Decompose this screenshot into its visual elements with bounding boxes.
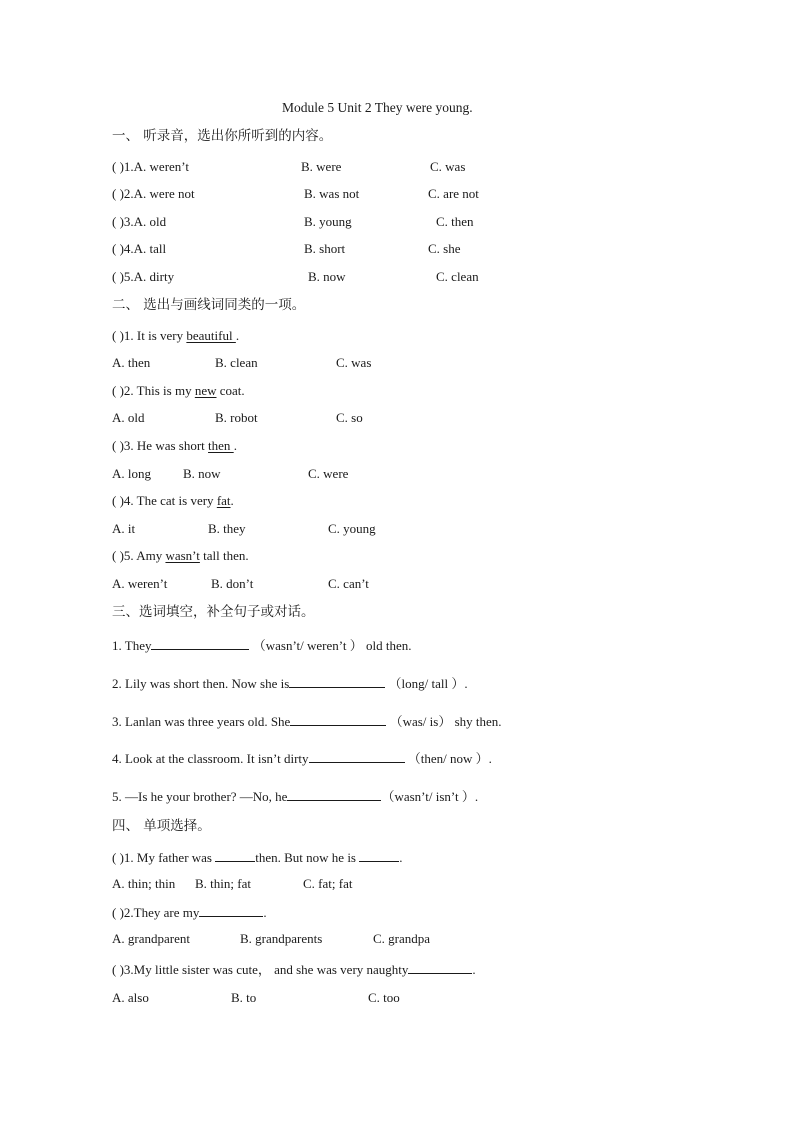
option-b: B. were xyxy=(301,159,342,174)
answer-blank[interactable] xyxy=(287,787,381,801)
option-c: C. too xyxy=(368,990,400,1005)
question-stem xyxy=(112,848,403,866)
question-text-end: . xyxy=(235,328,240,343)
section-1-heading: 一、 听录音，选出你所听到的内容。 xyxy=(112,128,333,144)
option-b: B. young xyxy=(304,214,352,229)
question-prefix: ( )2.A. were not xyxy=(112,186,195,201)
fill-in-question xyxy=(112,749,492,767)
sentence-start: 2. Lily was short then. Now she is xyxy=(112,676,290,691)
fill-in-question xyxy=(112,674,468,692)
underlined-word: wasn’t xyxy=(165,548,200,563)
question-stem xyxy=(112,493,234,509)
question-text: ( )3. He was short xyxy=(112,438,209,453)
sentence-start: 4. Look at the classroom. It isn’t dirty xyxy=(112,751,309,766)
section-2-heading: 二、 选出与画线词同类的一项。 xyxy=(112,297,306,313)
question-text-end: . xyxy=(230,493,234,508)
sentence-end: （then/ now ）. xyxy=(404,751,492,766)
answer-blank[interactable] xyxy=(408,960,472,974)
fill-in-question xyxy=(112,636,411,654)
question-text-end: . xyxy=(399,850,403,865)
option-a: A. weren’t xyxy=(112,576,168,591)
option-b: B. grandparents xyxy=(240,931,323,946)
option-a: A. thin; thin xyxy=(112,876,176,891)
sentence-start: 5. —Is he your brother? —No, he xyxy=(112,789,288,804)
sentence-end: （wasn’t/ isn’t ）. xyxy=(381,789,479,804)
section-4-heading: 四、 单项选择。 xyxy=(112,818,211,834)
sentence-end: （long/ tall ）. xyxy=(385,676,468,691)
option-c: C. grandpa xyxy=(373,931,431,946)
option-b: B. thin; fat xyxy=(195,876,251,891)
option-c: C. she xyxy=(428,241,461,256)
question-stem xyxy=(112,903,267,921)
option-b: B. don’t xyxy=(211,576,254,591)
answer-blank[interactable] xyxy=(290,712,386,726)
option-c: C. fat; fat xyxy=(303,876,353,891)
question-text: ( )4. The cat is very xyxy=(112,493,217,508)
option-a: A. long xyxy=(112,466,151,481)
question-prefix: ( )3.A. old xyxy=(112,214,167,229)
sentence-end: （wasn’t/ weren’t ） old then. xyxy=(249,638,412,653)
section-3-heading: 三、选词填空，补全句子或对话。 xyxy=(112,604,315,620)
answer-blank[interactable] xyxy=(289,674,385,688)
option-c: C. so xyxy=(336,410,363,425)
fill-in-question xyxy=(112,787,478,805)
fill-in-question xyxy=(112,712,502,730)
option-c: C. were xyxy=(308,466,349,481)
option-a: A. also xyxy=(112,990,149,1005)
question-text: ( )2.They are my xyxy=(112,905,200,920)
answer-blank[interactable] xyxy=(309,749,405,763)
answer-blank[interactable] xyxy=(199,903,263,917)
question-text-end: . xyxy=(263,905,267,920)
option-b: B. to xyxy=(231,990,257,1005)
question-text: ( )1. My father was xyxy=(112,850,216,865)
question-text: ( )2. This is my xyxy=(112,383,195,398)
option-c: C. are not xyxy=(428,186,479,201)
question-prefix: ( )1.A. weren’t xyxy=(112,159,190,174)
option-c: C. was xyxy=(336,355,372,370)
option-b: B. they xyxy=(208,521,246,536)
question-text: ( )5. Amy xyxy=(112,548,166,563)
question-text-end: . xyxy=(233,438,237,453)
question-stem xyxy=(112,438,237,454)
question-text: then. But now he is xyxy=(255,850,360,865)
question-text: ( )1. It is very xyxy=(112,328,187,343)
question-text-end: . xyxy=(472,962,476,977)
answer-blank[interactable] xyxy=(215,848,255,862)
sentence-end: （was/ is） shy then. xyxy=(386,714,502,729)
underlined-word: then xyxy=(208,438,234,453)
option-a: A. grandparent xyxy=(112,931,190,946)
answer-blank[interactable] xyxy=(151,636,249,650)
option-b: B. was not xyxy=(304,186,360,201)
question-text-end: coat. xyxy=(216,383,245,398)
option-a: A. old xyxy=(112,410,145,425)
question-prefix: ( )4.A. tall xyxy=(112,241,167,256)
option-c: C. clean xyxy=(436,269,479,284)
question-text-end: tall then. xyxy=(199,548,249,563)
question-stem xyxy=(112,328,239,344)
option-a: A. then xyxy=(112,355,151,370)
option-c: C. was xyxy=(430,159,466,174)
underlined-word: beautiful xyxy=(186,328,236,343)
option-b: B. now xyxy=(308,269,346,284)
question-prefix: ( )5.A. dirty xyxy=(112,269,175,284)
answer-blank[interactable] xyxy=(359,848,399,862)
question-stem xyxy=(112,960,476,978)
question-stem xyxy=(112,548,249,564)
option-c: C. can’t xyxy=(328,576,369,591)
option-c: C. young xyxy=(328,521,376,536)
option-b: B. short xyxy=(304,241,346,256)
sentence-start: 1. They xyxy=(112,638,152,653)
option-c: C. then xyxy=(436,214,474,229)
option-b: B. robot xyxy=(215,410,258,425)
option-a: A. it xyxy=(112,521,136,536)
sentence-start: 3. Lanlan was three years old. She xyxy=(112,714,291,729)
question-stem xyxy=(112,383,245,399)
underlined-word: fat xyxy=(216,493,231,508)
page-title: Module 5 Unit 2 They were young. xyxy=(282,100,473,115)
underlined-word: new xyxy=(194,383,217,398)
option-b: B. now xyxy=(183,466,221,481)
option-b: B. clean xyxy=(215,355,258,370)
question-text: ( )3.My little sister was cute， and she was very naughty xyxy=(112,962,409,977)
